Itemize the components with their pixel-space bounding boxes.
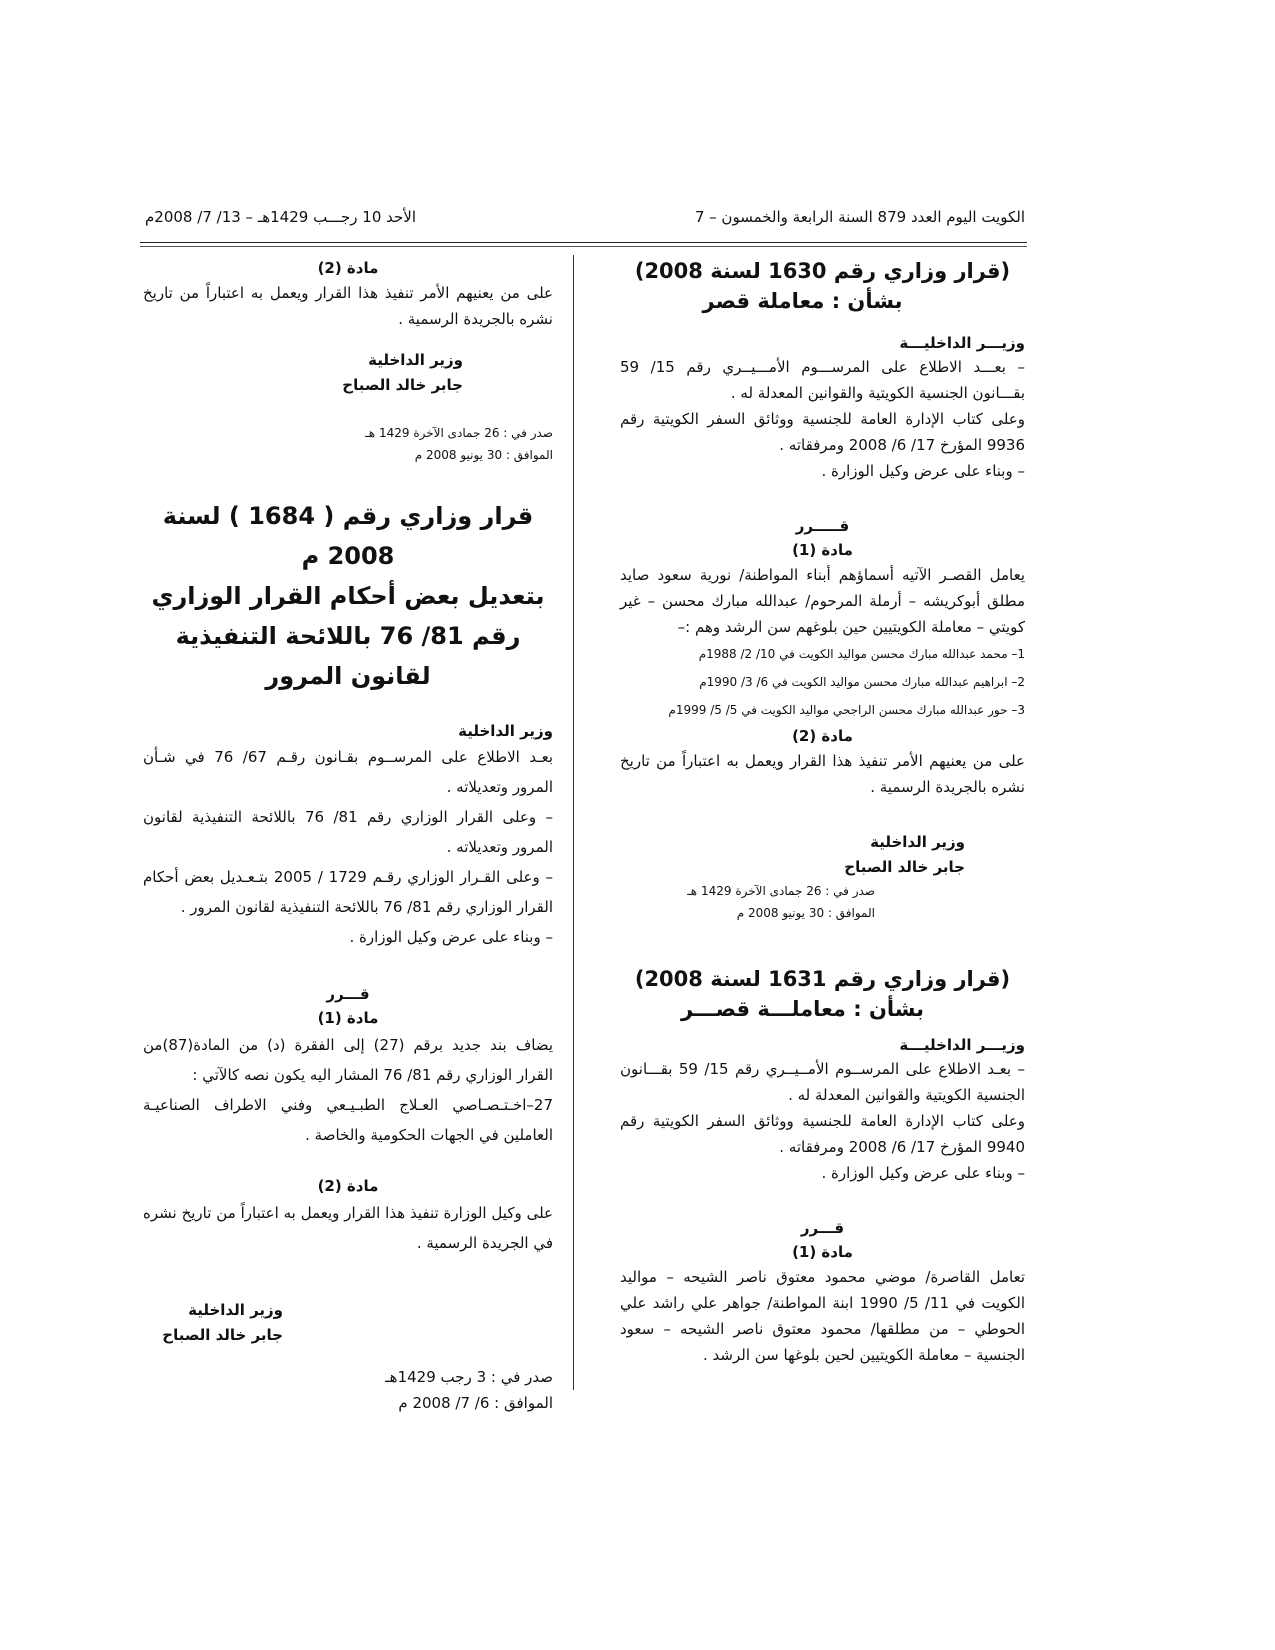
decree-1684-preamble-1: بعـد الاطلاع على المرســوم بقـانون رقـم 67/ 76 في شـأن المرور وتعديلاته . [143,748,553,796]
decree-1630-decides: قـــــرر [795,517,850,535]
left-column [143,256,553,1416]
decree-1630-issued-date: صدر في : 26 جمادى الآخرة 1429 هـ [687,884,875,898]
decree-1630-preamble-3: – وبناء على عرض وكيل الوزارة . [821,462,1025,480]
column-divider [573,255,574,1390]
decree-1684-decides: قـــرر [326,985,370,1003]
decree-1684-title-line-1: قرار وزاري رقم ( 1684 ) لسنة 2008 م [162,502,534,570]
decree-1684-signature [143,1298,283,1348]
decree-1631-article1-label: مادة (1) [792,1243,853,1261]
decree-1684-issued-date: صدر في : 3 رجب 1429هـ [385,1368,553,1386]
decree-1630-list-item-3: 3– حور عبدالله مبارك محسن الراجحي مواليد الكويت في 5/ 5/ 1999م [668,703,1025,717]
prev-issued-date: صدر في : 26 جمادى الآخرة 1429 هـ [365,426,553,440]
decree-1630-article1-label: مادة (1) [792,541,853,559]
decree-1630-signature [620,830,965,880]
decree-1630-signature-name: جابر خالد الصباح [844,858,965,876]
decree-1684-title-line-3: رقم 81/ 76 باللائحة التنفيذية لقانون المرور [175,622,521,690]
decree-1630-article2-label: مادة (2) [792,727,853,745]
decree-1630-list-item-1: 1– محمد عبدالله مبارك محسن مواليد الكويت في 10/ 2/ 1988م [698,647,1025,661]
decree-1684-article1-item: 27–اخـتـصـاصي العـلاج الطبـيـعي وفني الاطراف الصناعيـة العاملين في الجهات الحكومية والخاصة . [143,1096,553,1144]
decree-1630-preamble-1: – بعـــد الاطلاع على المرســـوم الأمـــيــري رقم 15/ 59 بقـــانون الجنسية الكويتية والقوانين المعدلة له . [620,358,1025,402]
prev-signature-title: وزير الداخلية [368,351,463,369]
header-issue-info: الكويت اليوم العدد 879 السنة الرابعة والخمسون – 7 [694,208,1025,226]
decree-1630-subject: بشأن : معاملة قصر [702,289,903,313]
decree-1631-article1-text: تعامل القاصرة/ موضي محمود معتوق ناصر الشيحه – مواليد الكويت في 11/ 5/ 1990 ابنة المواطنة/ جواهر علي راشد علي الحوطي – من مطلقها/ محمود معتوق ناصر الشيحه – سعود الجنسية – معاملة الكويتيين لحين بلوغها سن الرشد . [620,1268,1025,1364]
decree-1684-preamble-4: – وبناء على عرض وكيل الوزارة . [349,928,553,946]
decree-1631-preamble-2: وعلى كتاب الإدارة العامة للجنسية ووثائق السفر الكويتية رقم 9940 المؤرخ 17/ 6/ 2008 ومرفقاته . [620,1112,1025,1156]
decree-1684-preamble-3: – وعلى القـرار الوزاري رقـم 1729 / 2005 بتـعـديل بعض أحكام القرار الوزاري رقم 81/ 76 باللائحة التنفيذية لقانون المرور . [143,868,554,916]
decree-1631-minister-label: وزيـــر الداخليـــة [899,1036,1025,1054]
decree-1631-title: (قرار وزاري رقم 1631 لسنة 2008) [634,967,1011,991]
prev-article2-label: مادة (2) [317,259,379,277]
decree-1630-preamble-2: وعلى كتاب الإدارة العامة للجنسية ووثائق السفر الكويتية رقم 9936 المؤرخ 17/ 6/ 2008 ومرفقاته . [620,410,1025,454]
decree-1684-title-line-2: بتعديل بعض أحكام القرار الوزاري [151,582,545,610]
decree-1630-title: (قرار وزاري رقم 1630 لسنة 2008) [634,259,1011,283]
header-rule [140,242,1027,243]
prev-article2-text: على من يعنيهم الأمر تنفيذ هذا القرار ويعمل به اعتباراً من تاريخ نشره بالجريدة الرسمية . [143,284,553,328]
decree-1630 [620,256,1025,924]
decree-1684-signature-title: وزير الداخلية [188,1301,283,1319]
previous-decree-end [143,256,553,466]
prev-signature [143,348,463,398]
decree-1631-preamble-3: – وبناء على عرض وكيل الوزارة . [821,1164,1025,1182]
decree-1684-article2-text: على وكيل الوزارة تنفيذ هذا القرار ويعمل به اعتباراً من تاريخ نشره في الجريدة الرسمية . [143,1204,553,1252]
decree-1631 [620,964,1025,1368]
decree-1631-subject: بشأن : معاملـــة قصـــر [680,997,925,1021]
decree-1630-corresponding-date: الموافق : 30 يونيو 2008 م [736,906,875,920]
decree-1630-minister-label: وزيـــر الداخليـــة [899,334,1025,352]
decree-1684-article2-label: مادة (2) [317,1177,379,1195]
decree-1630-list-item-2: 2– ابراهيم عبدالله مبارك محسن مواليد الكويت في 6/ 3/ 1990م [699,675,1025,689]
decree-1684-preamble-2: – وعلى القرار الوزاري رقم 81/ 76 باللائحة التنفيذية لقانون المرور وتعديلاته . [143,808,554,856]
right-column [620,256,1025,1368]
decree-1684-article1-label: مادة (1) [317,1009,379,1027]
decree-1684-corresponding-date: الموافق : 6/ 7/ 2008 م [398,1394,553,1412]
decree-1631-decides: قـــرر [800,1219,845,1237]
decree-1684-signature-name: جابر خالد الصباح [162,1326,283,1344]
prev-corresponding-date: الموافق : 30 يونيو 2008 م [414,448,553,462]
decree-1684-article1-text: يضاف بند جديد برقم (27) إلى الفقرة (د) من المادة(87)من القرار الوزاري رقم 81/ 76 المشار اليه يكون نصه كالآتي : [143,1036,553,1084]
decree-1630-article2-text: على من يعنيهم الأمر تنفيذ هذا القرار ويعمل به اعتباراً من تاريخ نشره بالجريدة الرسمية . [620,752,1025,796]
decree-1631-preamble-1: – بعـد الاطلاع على المرســوم الأمــيــري رقم 15/ 59 بقـــانون الجنسية الكويتية والقوانين المعدلة له . [620,1060,1026,1104]
decree-1684 [143,496,553,1416]
prev-signature-name: جابر خالد الصباح [342,376,463,394]
decree-1630-signature-title: وزير الداخلية [870,833,965,851]
header-rule-thin [140,246,1027,247]
decree-1630-article1-text: يعامل القصـر الآتيه أسماؤهم أبناء المواطنة/ نورية سعود صايد مطلق أبوكريشه – أرملة المرحوم/ عبدالله مبارك محسن – غير كويتي – معاملة الكويتيين حين بلوغهم سن الرشد وهم :– [620,566,1025,636]
header-date: الأحد 10 رجـــب 1429هـ – 13/ 7/ 2008م [145,208,417,226]
decree-1684-minister-label: وزير الداخلية [458,722,553,740]
